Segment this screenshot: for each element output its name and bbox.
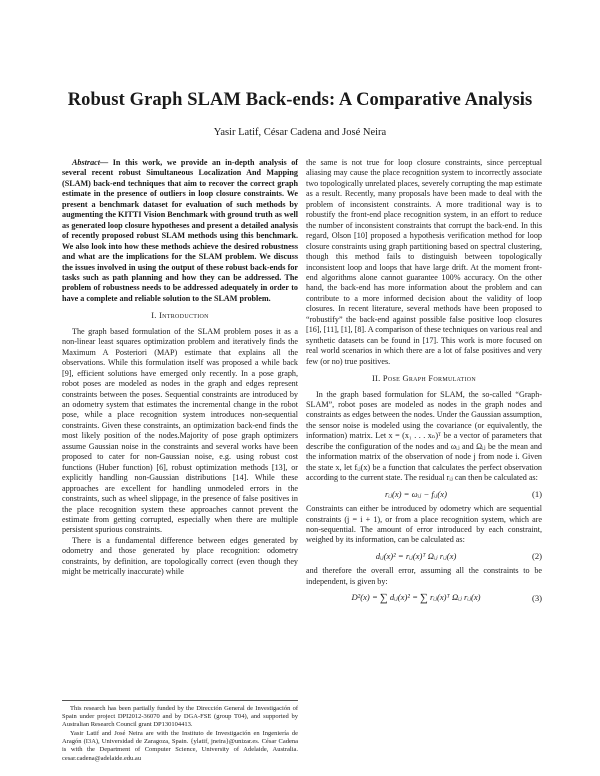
equation-3-number: (3) [531,592,542,603]
equation-3 [306,592,542,603]
equation-2-expression: dᵢⱼ(x)² = rᵢⱼ(x)ᵀ Ωᵢⱼ rᵢⱼ(x) [375,550,457,561]
intro-paragraph-2: There is a fundamental difference between edges generated by odometry and those generated by place recognition: odometry constraints, by definition, are topologically correct (even though they might be metrically inaccurate) while [62,535,298,577]
equation-1-number: (1) [531,488,542,499]
paper-title: Robust Graph SLAM Back-ends: A Comparative Analysis [67,90,533,110]
left-column [62,158,298,578]
sum-symbol: ∑ [420,592,428,605]
equation-1-expression: rᵢⱼ(x) = ωᵢⱼ − fᵢⱼ(x) [385,488,447,499]
abstract [62,158,298,304]
right-column [306,158,542,609]
equation-3-left: D²(x) = [351,592,380,603]
pose-graph-paragraph-3: and therefore the overall error, assuming all the constraints to be independent, is given by: [306,566,542,586]
intro-paragraph-2-continued: the same is not true for loop closure constraints, since perceptual aliasing may cause the place recognition system to incorrectly associate two topologically unrelated places, severely corrupting the map estimate as a result. Recently, many proposals have been made to deal with the problem of inconsistent constraints. A more traditional way is to robustify the front-end place recognition system, in an effort to reduce the number of inconsistent constraints that corrupt the back-end. In this regard, Olson [10] proposed a hypothesis verification method for loop closure constraints using graph partitioning based on spectral clustering, though this method fails to distinguish between topologically inconsistent loop and loops that have large drift. At the moment front-end algorithms alone cannot guarantee 100% accuracy. On the other hand, the back-end has more information about the problem and can contribute to a more informed decision about the validity of loop closures. In recent literature, several methods have been proposed to “robustify” the back-end against possible false positive loop closures [16], [11], [1], [8]. A comparison of these techniques on various real and synthetic datasets can be found in [17]. This work is more focused on real world scenarios in which there are a lot of false positives and very few (or no) true positives. [306,158,542,366]
equation-2-number: (2) [531,550,542,561]
equation-3-expression [306,592,526,603]
abstract-dash: — [100,158,113,167]
footnotes [62,700,298,764]
section-heading-introduction: I. Introduction [151,311,209,321]
abstract-text: In this work, we provide an in-depth analysis of several recent robust Simultaneous Localization And Mapping (SLAM) back-end techniques that aim to recover the correct graph estimate in the presence of outliers in loop closure constraints. We present a benchmark dataset for evaluation of such methods by augmenting the KITTI Vision Benchmark with ground truth as well as generated loop closure hypotheses and present a detailed analysis of recently proposed robust SLAM methods using this benchmark. We also look into how these methods achieve the desired robustness and what are the implications for the SLAM problem. We discuss the issues involved in using the output of these robust back-ends for tasks such as path planning and how they can be addressed. The problem of robustness needs to be addressed adequately in order to have a complete and reliable solution to the SLAM problem. [62,158,298,303]
equation-2 [306,551,542,561]
equation-3-middle: dᵢⱼ(x)² = [387,592,421,603]
footnote-affiliations: Yasir Latif and José Neira are with the Instituto de Investigación en Ingeniería de Aragón (I3A), Universidad de Zaragoza, Spain. {ylatif, jneira}@unizar.es. César Cadena is with the Department of Computer Science, University of Adelaide, Australia. cesar.cadena@adelaide.edu.au [62,730,298,762]
intro-paragraph-1: The graph based formulation of the SLAM problem poses it as a non-linear least squares optimization problem and iteratively finds the Maximum A Posteriori (MAP) estimate that explains all the observations. While this formulation itself was proposed a while back [9], efficient solutions have emerged only recently. In a pose graph, robot poses are modeled as nodes in the graph and edges represent constraints between the poses. Sequential constraints are introduced by an odometry system that estimates the incremental change in the robot pose, while a place recognition system introduces non-sequential constraints. Given these constraints, an optimization back-end finds the most likely position of the nodes.Majority of pose graph optimizers assume Gaussian noise in the constraints and several works have been proposed to cater for non-Gaussian noise, e.g. using robust cost functions (Huber function) [6], robust optimization methods [13], or explicitly handling non-Gaussian distributions [14]. While these approaches are excellent for handling unmodeled errors in the constraints, such as wheel slippage, in the presence of false positives in the place recognition system these approaches cannot prevent the estimate from getting corrupted, especially when there are multiple persistent spurious constraints. [62,326,298,535]
pose-graph-paragraph-1: In the graph based formulation for SLAM, the so-called “Graph-SLAM”, robot poses are modeled as nodes in the graph nodes and constraints as edges between the nodes. Under the Gaussian assumption, the sensor noise is modeled using the covariance (or equivalently, the information) matrix. Let x = (x₁ . . . xₙ)ᵀ be a vector of parameters that describe the configuration of the nodes and ωᵢⱼ and Ωᵢⱼ be the mean and the information matrix of the observation of node j from node i. Given the state x, let fᵢⱼ(x) be a function that calculates the perfect observation according to the current state. The residual rᵢⱼ can then be calculated as: [306,389,542,483]
paper-authors: Yasir Latif, César Cadena and José Neira [213,127,387,138]
equation-3-right: rᵢⱼ(x)ᵀ Ωᵢⱼ rᵢⱼ(x) [427,592,481,603]
footnote-funding: This research has been partially funded by the Dirección General de Investigación of Spain under project DPI2012-36070 and by DGA-FSE (group T04), and supported by Australian Research Council grant DP130104413. [62,705,298,729]
pose-graph-paragraph-2: Constraints can either be introduced by odometry which are sequential constraints (j = i + 1), or from a place recognition system, which are non-sequential. The amount of error introduced by each constraint, weighed by its information, can be calculated as: [306,504,542,545]
section-heading-pose-graph: II. Pose Graph Formulation [371,374,477,384]
equation-1 [306,489,542,499]
sum-symbol: ∑ [379,592,388,605]
abstract-label: Abstract [72,158,100,167]
